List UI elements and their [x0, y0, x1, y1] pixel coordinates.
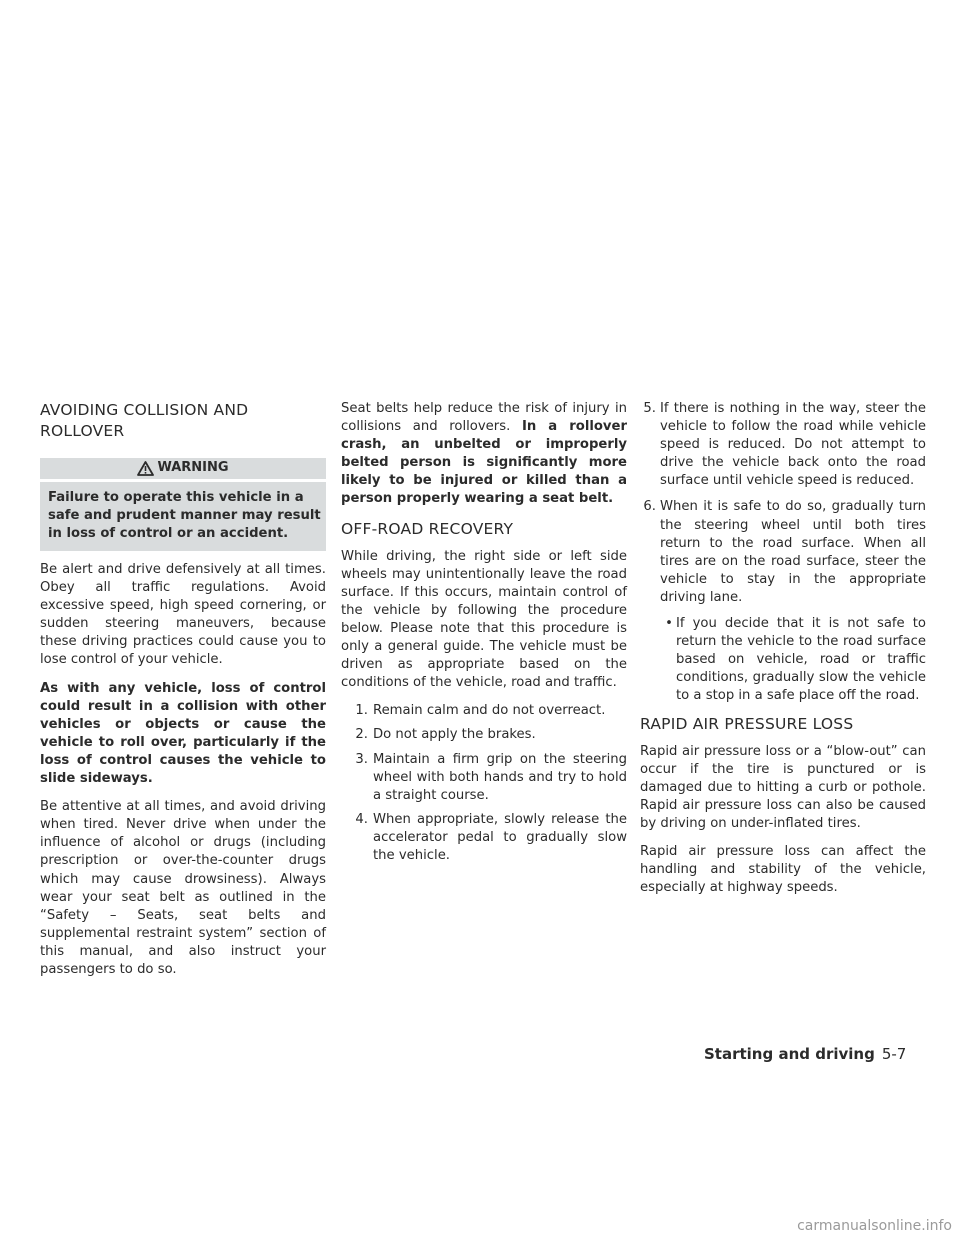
step-number: 3. — [355, 751, 368, 767]
paragraph-be-attentive: Be attentive at all times, and avoid driving when tired. Never drive when under the influence of alcohol or drugs (including prescription or over-the-counter drugs which may cause drowsiness). Always wear your seat belt as outlined in the “Safety – Seats, seat belts and supplemental restraint system” section of this manual, and also instruct your passengers to do so. — [40, 799, 326, 977]
page-footer — [704, 1045, 924, 1063]
step-number: 6. — [643, 499, 656, 515]
step-number: 4. — [355, 811, 368, 827]
paragraph-off-road: While driving, the right side or left side wheels may unintentionally leave the road surface. If this occurs, maintain control of the vehicle by following the procedure below. Please note that this procedure is only a general guide. The vehicle must be driven as appropriate based on the conditions of the vehicle, road and traffic. — [341, 548, 627, 691]
off-road-steps-list — [341, 702, 627, 865]
warning-label: WARNING — [157, 460, 229, 476]
list-item — [341, 811, 627, 865]
list-item — [640, 400, 926, 490]
section-heading-avoiding-collision: AVOIDING COLLISION AND ROLLOVER — [40, 401, 249, 440]
paragraph-be-alert: Be alert and drive defensively at all times. Obey all traffic regulations. Avoid excessive speed, high speed cornering, or sudden steering maneuvers, because these driving practices could cause you to lose control of your vehicle. — [40, 562, 326, 668]
seat-belts-plain-text: Seat belts help reduce the risk of injury in collisions and rollovers. — [341, 401, 627, 435]
step-number: 1. — [355, 703, 368, 719]
column-1 — [40, 400, 326, 989]
seat-belts-bold-text: In a rollover crash, an unbelted or improperly belted person is significantly more likely to be injured or killed than a person properly wearing a seat belt. — [341, 419, 627, 507]
list-item — [640, 498, 926, 607]
paragraph-seat-belts — [341, 400, 627, 509]
list-item — [341, 751, 627, 805]
bullet-text: If you decide that it is not safe to return the vehicle to the road surface based on vehicle, road or traffic conditions, gradually slow the vehicle to a stop in a safe place off the road. — [676, 616, 926, 704]
step-number: 5. — [643, 401, 656, 416]
step-text: When appropriate, slowly release the accelerator pedal to gradually slow the vehicle. — [373, 811, 627, 863]
step-text: When it is safe to do so, gradually turn the steering wheel until both tires return to the road surface. When all tires are on the road surface, steer the vehicle to stay in the appropriate driving lane. — [660, 499, 926, 605]
section-heading-off-road-recovery: OFF-ROAD RECOVERY — [341, 519, 514, 538]
warning-triangle-icon — [137, 461, 154, 476]
step-text: If there is nothing in the way, steer the vehicle to follow the road while vehicle speed is reduced. Do not attempt to drive the vehicle back onto the road surface until vehicle speed is reduced. — [660, 401, 926, 489]
list-item — [341, 726, 627, 744]
column-3 — [640, 400, 926, 907]
footer-section-title: Starting and driving — [704, 1045, 875, 1063]
warning-text: Failure to operate this vehicle in a safe and prudent manner may result in loss of control or an accident. — [40, 482, 326, 551]
page-number: 5-7 — [881, 1045, 907, 1063]
bullet-item — [662, 615, 926, 705]
paragraph-loss-of-control: As with any vehicle, loss of control could result in a collision with other vehicles or objects or cause the vehicle to roll over, particularly if the loss of control causes the vehicle to slide sideways. — [40, 680, 326, 787]
paragraph-handling: Rapid air pressure loss can affect the handling and stability of the vehicle, especially at highway speeds. — [640, 843, 926, 896]
paragraph-blow-out: Rapid air pressure loss or a “blow-out” can occur if the tire is punctured or is damaged due to hitting a curb or pothole. Rapid air pressure loss can also be caused by driving on under-inflated tires. — [640, 743, 926, 831]
column-2 — [341, 400, 627, 871]
bullet-mark: • — [665, 616, 673, 632]
step-text: Remain calm and do not overreact. — [373, 703, 606, 719]
section-heading-rapid-air-pressure-loss: RAPID AIR PRESSURE LOSS — [640, 714, 854, 733]
list-item — [341, 702, 627, 720]
watermark: carmanualsonline.info — [797, 1218, 952, 1234]
step-text: Maintain a firm grip on the steering wheel with both hands and try to hold a straight course. — [373, 751, 627, 803]
step-number: 2. — [355, 727, 368, 743]
off-road-steps-list-continued — [640, 400, 926, 607]
warning-header — [40, 458, 326, 479]
step-text: Do not apply the brakes. — [373, 727, 536, 743]
